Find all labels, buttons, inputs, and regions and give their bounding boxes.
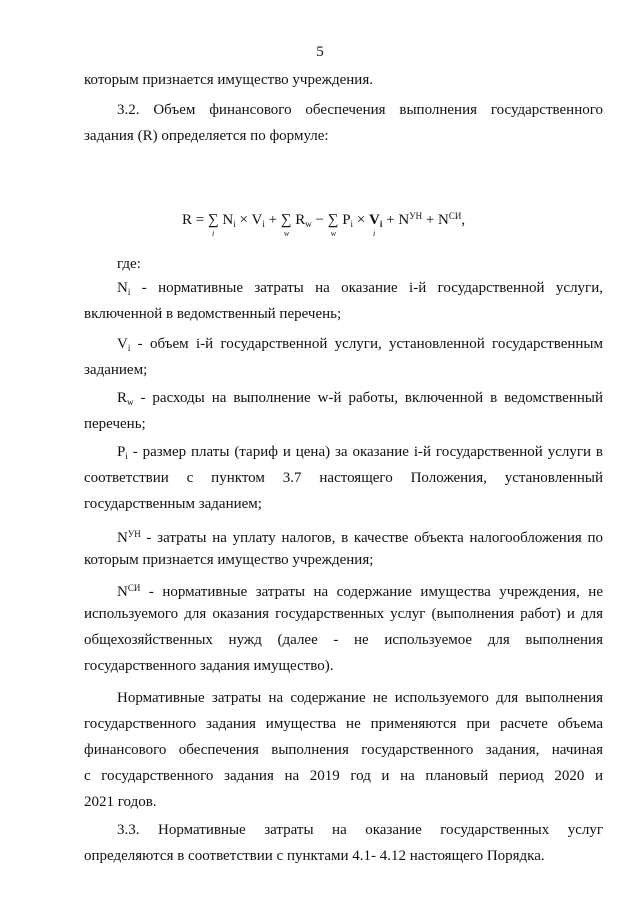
sum-sign: ∑ w — [327, 212, 339, 238]
formula-op: + — [422, 212, 439, 228]
formula-lhs: R = — [182, 212, 208, 228]
paragraph-3-2-line: 3.2. Объем финансового обеспечения выполнения государственного — [117, 102, 603, 118]
text-line: 2021 годов. — [84, 794, 157, 810]
text-line: используемого для оказания государственных услуг (выполнения работ) и для — [84, 606, 603, 622]
formula-op: × — [353, 212, 370, 228]
text-line: общехозяйственных нужд (далее - не используемое для выполнения — [84, 632, 603, 648]
definition-n-line: $N_i$ - нормативные затраты на оказание i-й государственной услуги, — [117, 280, 603, 297]
text-line: которым признается имущество учреждения; — [84, 552, 374, 568]
text-line: которым признается имущество учреждения. — [84, 72, 373, 88]
text-line: государственным заданием; — [84, 496, 262, 512]
formula-term: $V_i$ i — [369, 212, 383, 238]
formula-r — [182, 206, 466, 238]
text-line: перечень; — [84, 416, 146, 432]
formula-op: + — [264, 212, 281, 228]
formula-term: $N^{УН}$ — [398, 211, 423, 228]
sum-sign: ∑ i — [207, 212, 219, 238]
definition-v-line: $V_i$ - объем i-й государственной услуги, установленной государственным — [117, 336, 603, 353]
formula-op: × — [235, 212, 252, 228]
text-line: государственного задания имущества не применяются при расчете объема — [84, 716, 603, 732]
paragraph-3-3-line: 3.3. Нормативные затраты на оказание государственных услуг — [117, 822, 603, 838]
definition-nsi-line: $N^{СИ}$ - нормативные затраты на содержание имущества учреждения, не — [117, 583, 603, 600]
sum-sign: ∑ w — [280, 212, 292, 238]
definition-p-line: $P_i$ - размер платы (тариф и цена) за оказание i-й государственной услуги в — [117, 444, 603, 461]
definition-r-line: $R_w$ - расходы на выполнение w-й работы, включенной в ведомственный — [117, 390, 603, 407]
formula-op: + — [382, 212, 399, 228]
formula-term: $N^{СИ}$ — [438, 211, 462, 228]
definition-nun-line: $N^{УН}$ - затраты на уплату налогов, в качестве объекта налогообложения по — [117, 529, 603, 546]
formula-term: $R_w$ — [295, 212, 312, 229]
text-line: соответствии с пунктом 3.7 настоящего Положения, установленный — [84, 470, 603, 486]
formula-term: $P_i$ — [342, 212, 354, 229]
text-line: заданием; — [84, 362, 148, 378]
page-number: 5 — [316, 44, 324, 60]
text-line: включенной в ведомственный перечень; — [84, 306, 342, 322]
text-line: с государственного задания на 2019 год и на плановый период 2020 и — [84, 768, 603, 784]
formula-term: $V_i$ — [251, 212, 265, 229]
paragraph-note-line: Нормативные затраты на содержание не используемого для выполнения — [117, 690, 603, 706]
formula-term: $N_i$ — [222, 212, 236, 229]
where-label: где: — [117, 256, 141, 272]
formula-op: − — [311, 212, 328, 228]
text-line: задания (R) определяется по формуле: — [84, 128, 329, 144]
formula-op: , — [461, 212, 466, 228]
text-line: финансового обеспечения выполнения государственного задания, начиная — [84, 742, 603, 758]
text-line: государственного задания имущество). — [84, 658, 334, 674]
text-line: определяются в соответствии с пунктами 4.1- 4.12 настоящего Порядка. — [84, 848, 545, 864]
